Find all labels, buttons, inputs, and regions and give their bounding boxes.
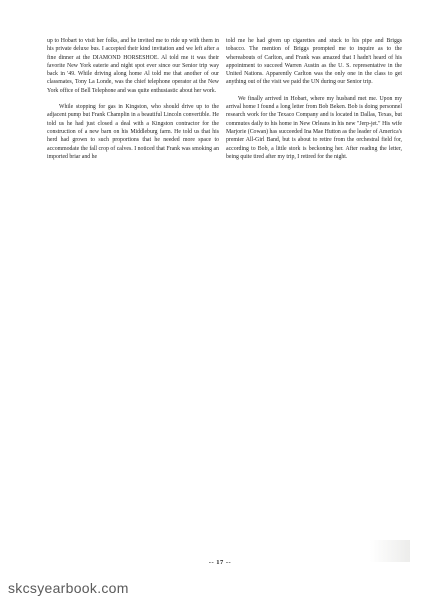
paragraph: told me he had given up cigarettes and stuck to his pipe and Briggs tobacco. The mention of Briggs prompted me to inquire as to the whereabouts of Carlton, and Frank was amazed that I hadn't heard of his appointment to succeed Warren Austin as the U. S. representative in the United Nations. Apparently Carlton was the only one in the class to get anything out of the visit we paid the UN during our Senior trip. (226, 38, 402, 86)
left-text-column (47, 37, 219, 161)
paragraph: We finally arrived in Hobart, where my husband met me. Upon my arrival home I found a long letter from Bob Beken. Bob is doing personnel research work for the Texaco Company and is located in Dallas, Texas, but commutes daily to his home in New Orleans in his new "Jerp-jet." His wife Marjorie (Cowan) has succeeded Ina Mae Hutton as the leader of America's premier All-Girl Band, but is about to retire from the orchestral field for, according to Bob, a little stork is beckoning her. After reading the letter, being quite tired after my trip, I retired for the night. (226, 95, 402, 160)
paragraph: While stopping for gas in Kingston, who should drive up to the adjacent pump but Frank Champlin in a beautiful Lincoln convertible. He told us he had just closed a deal with a Kingston contractor for the construction of a new barn on his Middleburg farm. He told us that his herd had grown to such proportions that he needed more space to accommodate the fall crop of calves. I noticed that Frank was smoking an imported briar and he (47, 104, 219, 160)
paragraph: up to Hobart to visit her folks, and he invited me to ride up with them in his private deluxe bus. I accepted their kind invitation and we left after a fine dinner at the DIAMOND HORSESHOE. Al told me it was their favorite New York eaterie and night spot ever since our Senior trip way back in '49. While driving along home Al told me that another of our classmates, Tony La Londe, was the chief telephone operator at the New York office of Bell Telephone and was quite enthusiastic about her work. (47, 38, 219, 94)
right-text-column (226, 37, 402, 161)
page-number: -- 17 -- (208, 559, 232, 566)
site-watermark: skcsyearbook.com (8, 580, 129, 596)
